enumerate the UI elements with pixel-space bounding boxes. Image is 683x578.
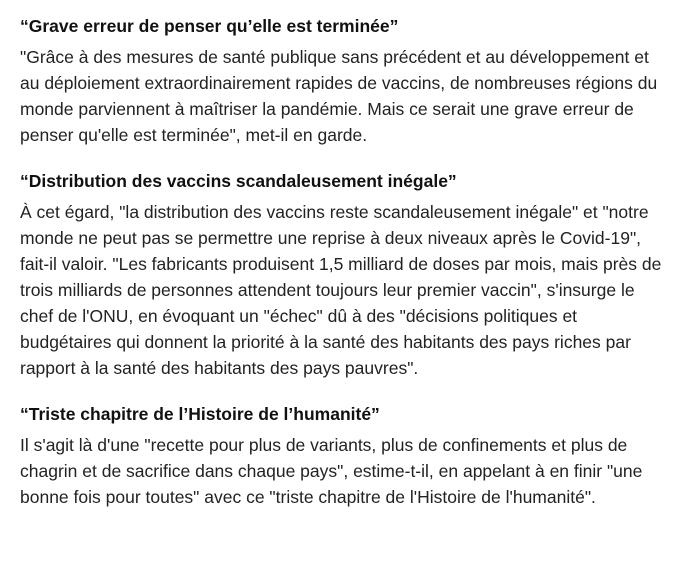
article-section — [20, 402, 663, 510]
section-heading: “Grave erreur de penser qu’elle est terminée” — [20, 16, 399, 36]
section-paragraph: À cet égard, "la distribution des vaccins reste scandaleusement inégale" et "notre monde ne peut pas se permettre une reprise à deux niveaux après le Covid-19", fait-il valoir. "Les fabricants produisent 1,5 milliard de doses par mois, mais près de trois milliards de personnes attendent toujours leur premier vaccin", s'insurge le chef de l'ONU, en évoquant un "échec" dû à des "décisions politiques et budgétaires qui donnent la priorité à la santé des habitants des pays riches par rapport à la santé des habitants des pays pauvres". — [20, 202, 662, 378]
section-heading: “Triste chapitre de l’Histoire de l’humanité” — [20, 404, 380, 424]
article-section — [20, 169, 663, 381]
section-heading: “Distribution des vaccins scandaleusement inégale” — [20, 171, 457, 191]
article-section — [20, 14, 663, 148]
section-paragraph: Il s'agit là d'une "recette pour plus de variants, plus de confinements et plus de chagrin et de sacrifice dans chaque pays", estime-t-il, en appelant à en finir "une bonne fois pour toutes" avec ce "triste chapitre de l'Histoire de l'humanité". — [20, 435, 643, 507]
section-paragraph: "Grâce à des mesures de santé publique sans précédent et au développement et au déploiement extraordinairement rapides de vaccins, de nombreuses régions du monde parviennent à maîtriser la pandémie. Mais ce serait une grave erreur de penser qu'elle est terminée", met-il en garde. — [20, 47, 658, 145]
